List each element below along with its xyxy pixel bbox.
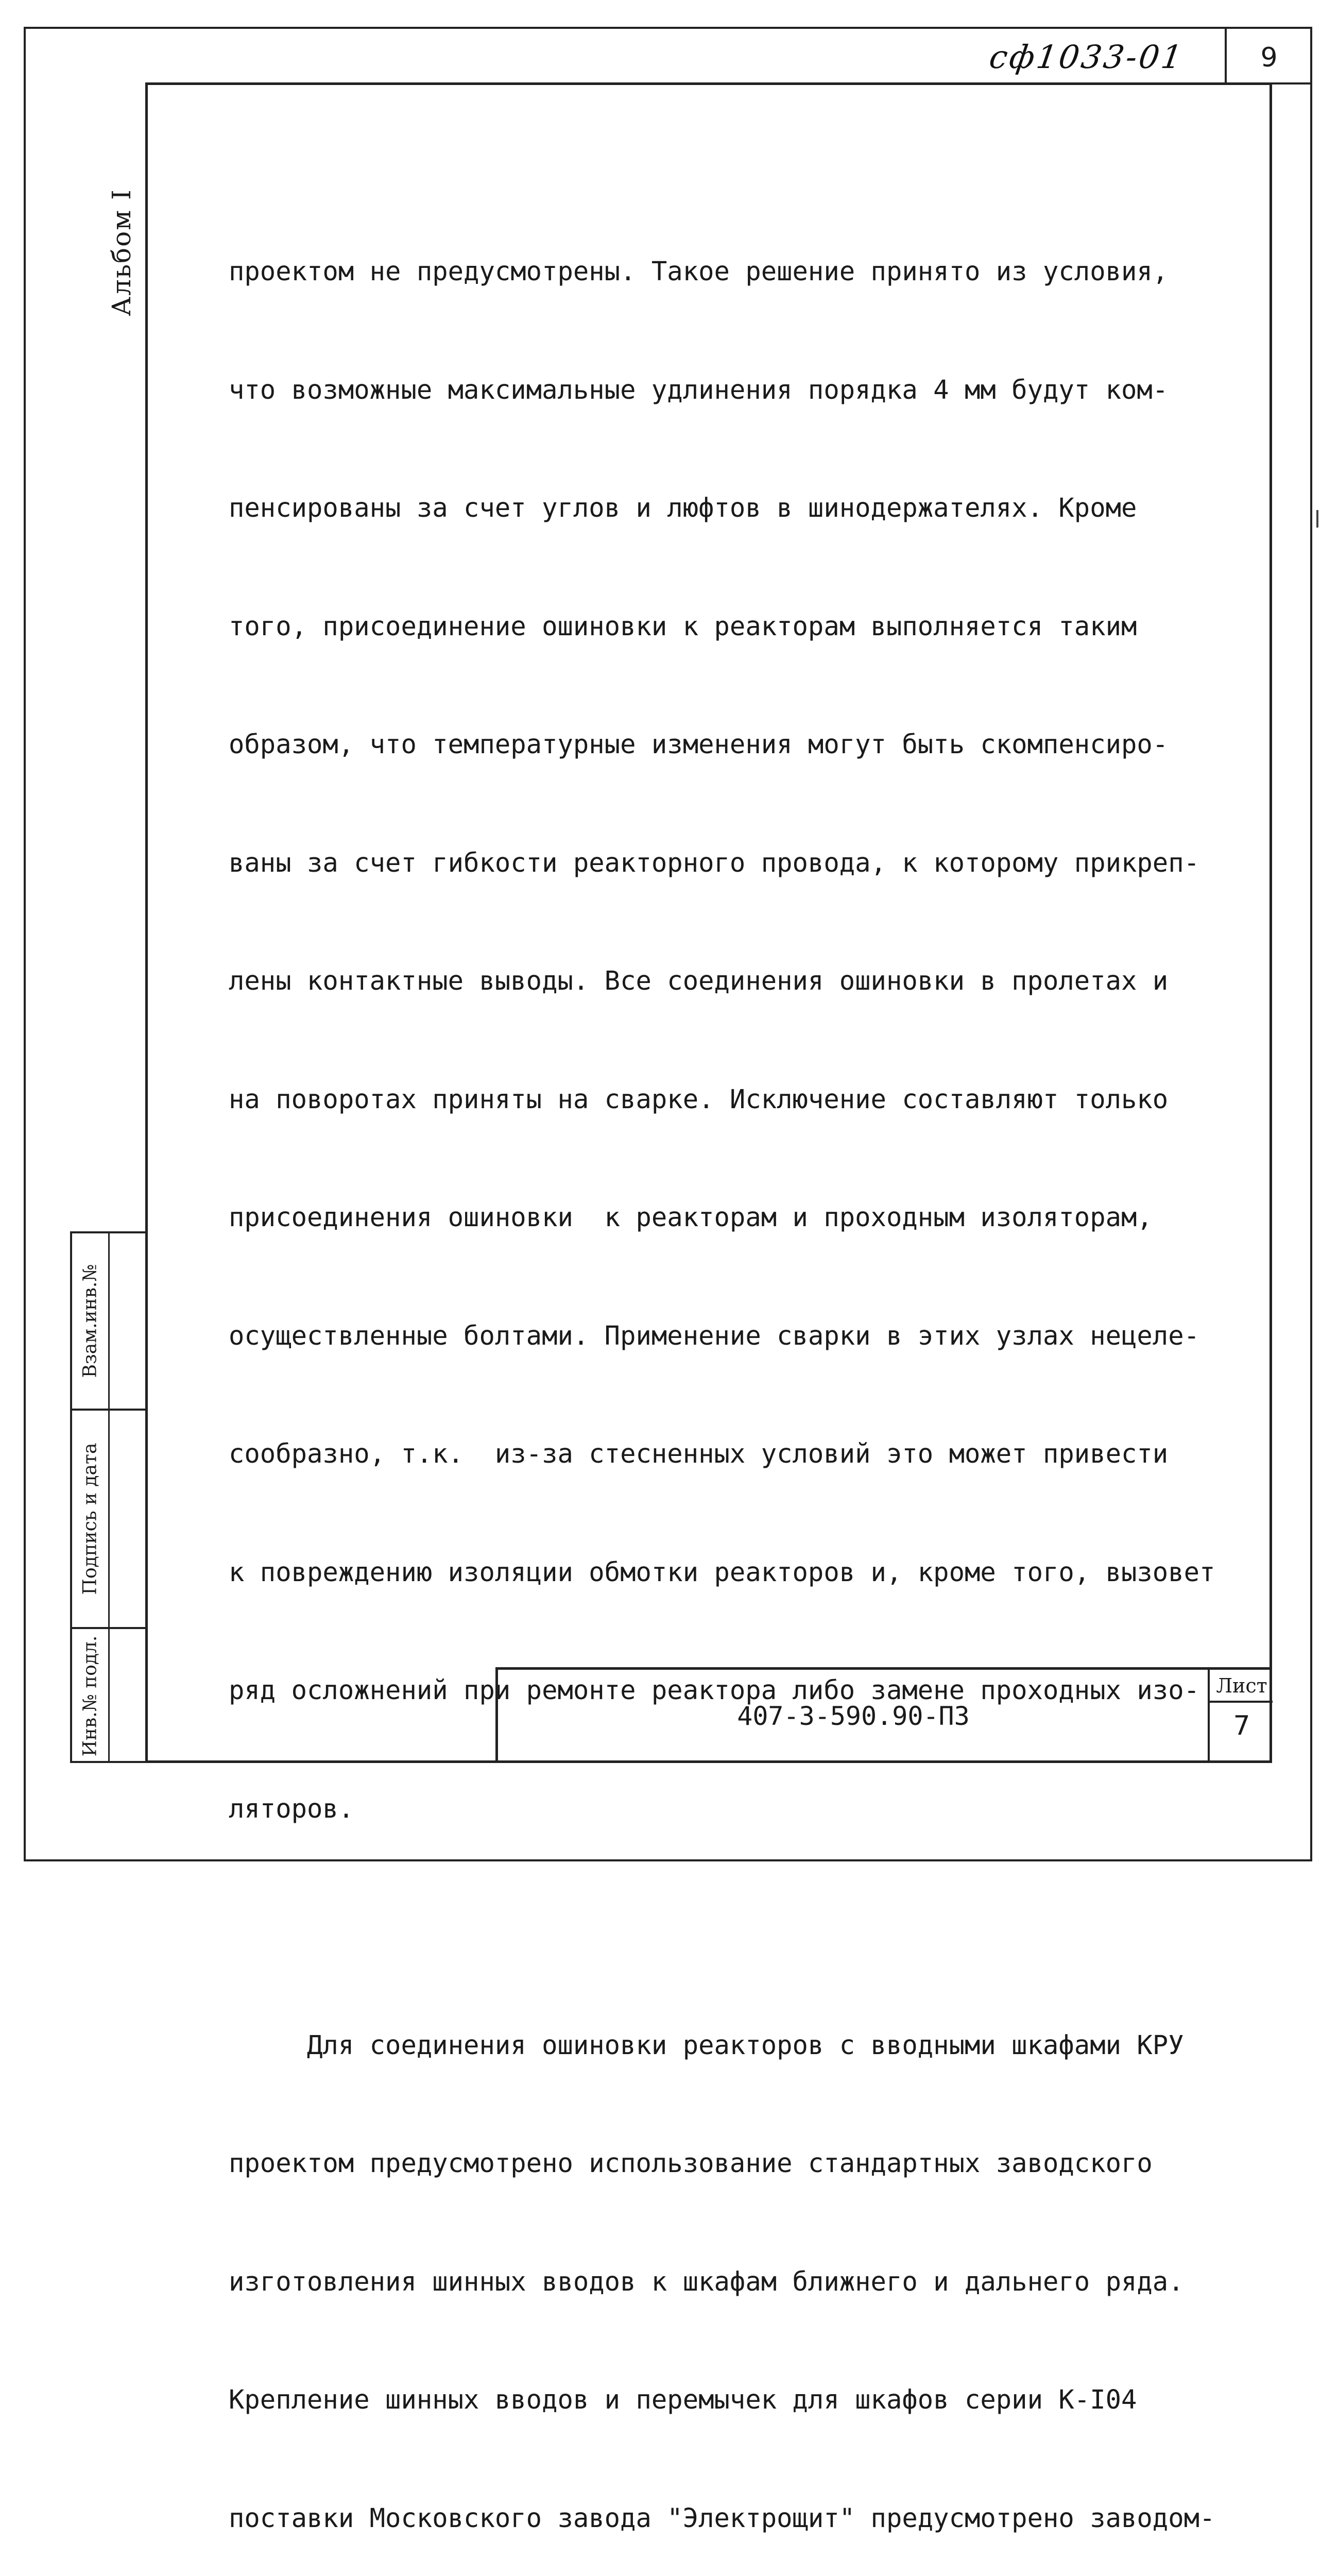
header-divider: [1225, 29, 1227, 84]
stamp-column-divider: [108, 1233, 110, 1761]
sheet-label: Лист: [1216, 1674, 1267, 1697]
text-line: ваны за счет гибкости реакторного провода, к которому прикреп-: [229, 847, 1200, 878]
stamp-vzam-inv-label: Взам.инв.№: [79, 1264, 101, 1378]
text-line: того, присоединение ошиновки к реакторам выполняется таким: [229, 611, 1137, 641]
text-line: ляторов.: [229, 1793, 354, 1824]
page-number: 9: [1260, 42, 1278, 73]
text-line: поставки Московского завода "Электрощит" предусмотрено заводом-: [229, 2502, 1215, 2533]
text-line: Крепление шинных вводов и перемычек для шкафов серии К-I04: [229, 2384, 1137, 2415]
text-line: изготовления шинных вводов к шкафам ближнего и дальнего ряда.: [229, 2266, 1184, 2297]
text-line: пенсированы за счет углов и люфтов в шинодержателях. Кроме: [229, 493, 1137, 523]
stamp-cell-vzam-inv: [72, 1233, 108, 1409]
text-line: лены контактные выводы. Все соединения ошиновки в пролетах и: [229, 965, 1169, 996]
body-text: [229, 173, 1254, 2576]
header-code-box: [937, 27, 1312, 84]
text-line: проектом не предусмотрены. Такое решение принято из условия,: [229, 256, 1169, 286]
sheet-column-divider: [1208, 1670, 1210, 1763]
header-bottom-line: [937, 82, 1310, 84]
scan-mark: [24, 1772, 26, 1819]
text-line: образом, что температурные изменения могут быть скомпенсиро-: [229, 729, 1169, 759]
text-line: к повреждению изоляции обмотки реакторов и, кроме того, вызовет: [229, 1556, 1215, 1587]
document-code: 407-3-590.90-ПЗ: [737, 1701, 970, 1731]
handwritten-document-code: сф1033-01: [987, 38, 1187, 76]
paragraph-gap: [229, 1907, 1254, 1947]
title-block: [495, 1667, 1272, 1763]
text-line: что возможные максимальные удлинения порядка 4 мм будут ком-: [229, 374, 1169, 405]
text-line: присоединения ошиновки к реакторам и проходным изоляторам,: [229, 1202, 1153, 1232]
text-line: проектом предусмотрено использование стандартных заводского: [229, 2148, 1153, 2178]
scan-mark: [1316, 510, 1318, 528]
text-line: ряд осложнений при ремонте реактора либо замене проходных изо-: [229, 1675, 1200, 1705]
text-line: Для соединения ошиновки реакторов с вводными шкафами КРУ: [229, 2029, 1184, 2060]
text-line: осуществленные болтами. Применение сварки в этих узлах нецеле-: [229, 1320, 1200, 1351]
stamp-cell-inv-podl: [72, 1629, 108, 1763]
stamp-cell-podpis-data: [72, 1411, 108, 1627]
album-label: [101, 175, 142, 330]
album-label-text: Альбом I: [107, 189, 136, 316]
stamp-podpis-data-label: Подпись и дата: [79, 1443, 101, 1595]
stamp-inv-podl-label: Инв.№ подл.: [79, 1635, 101, 1757]
sheet-number: 7: [1233, 1710, 1250, 1741]
text-line: сообразно, т.к. из-за стесненных условий это может привести: [229, 1438, 1169, 1469]
left-stamp-block: [70, 1231, 145, 1763]
text-line: на поворотах приняты на сварке. Исключение составляют только: [229, 1083, 1169, 1114]
